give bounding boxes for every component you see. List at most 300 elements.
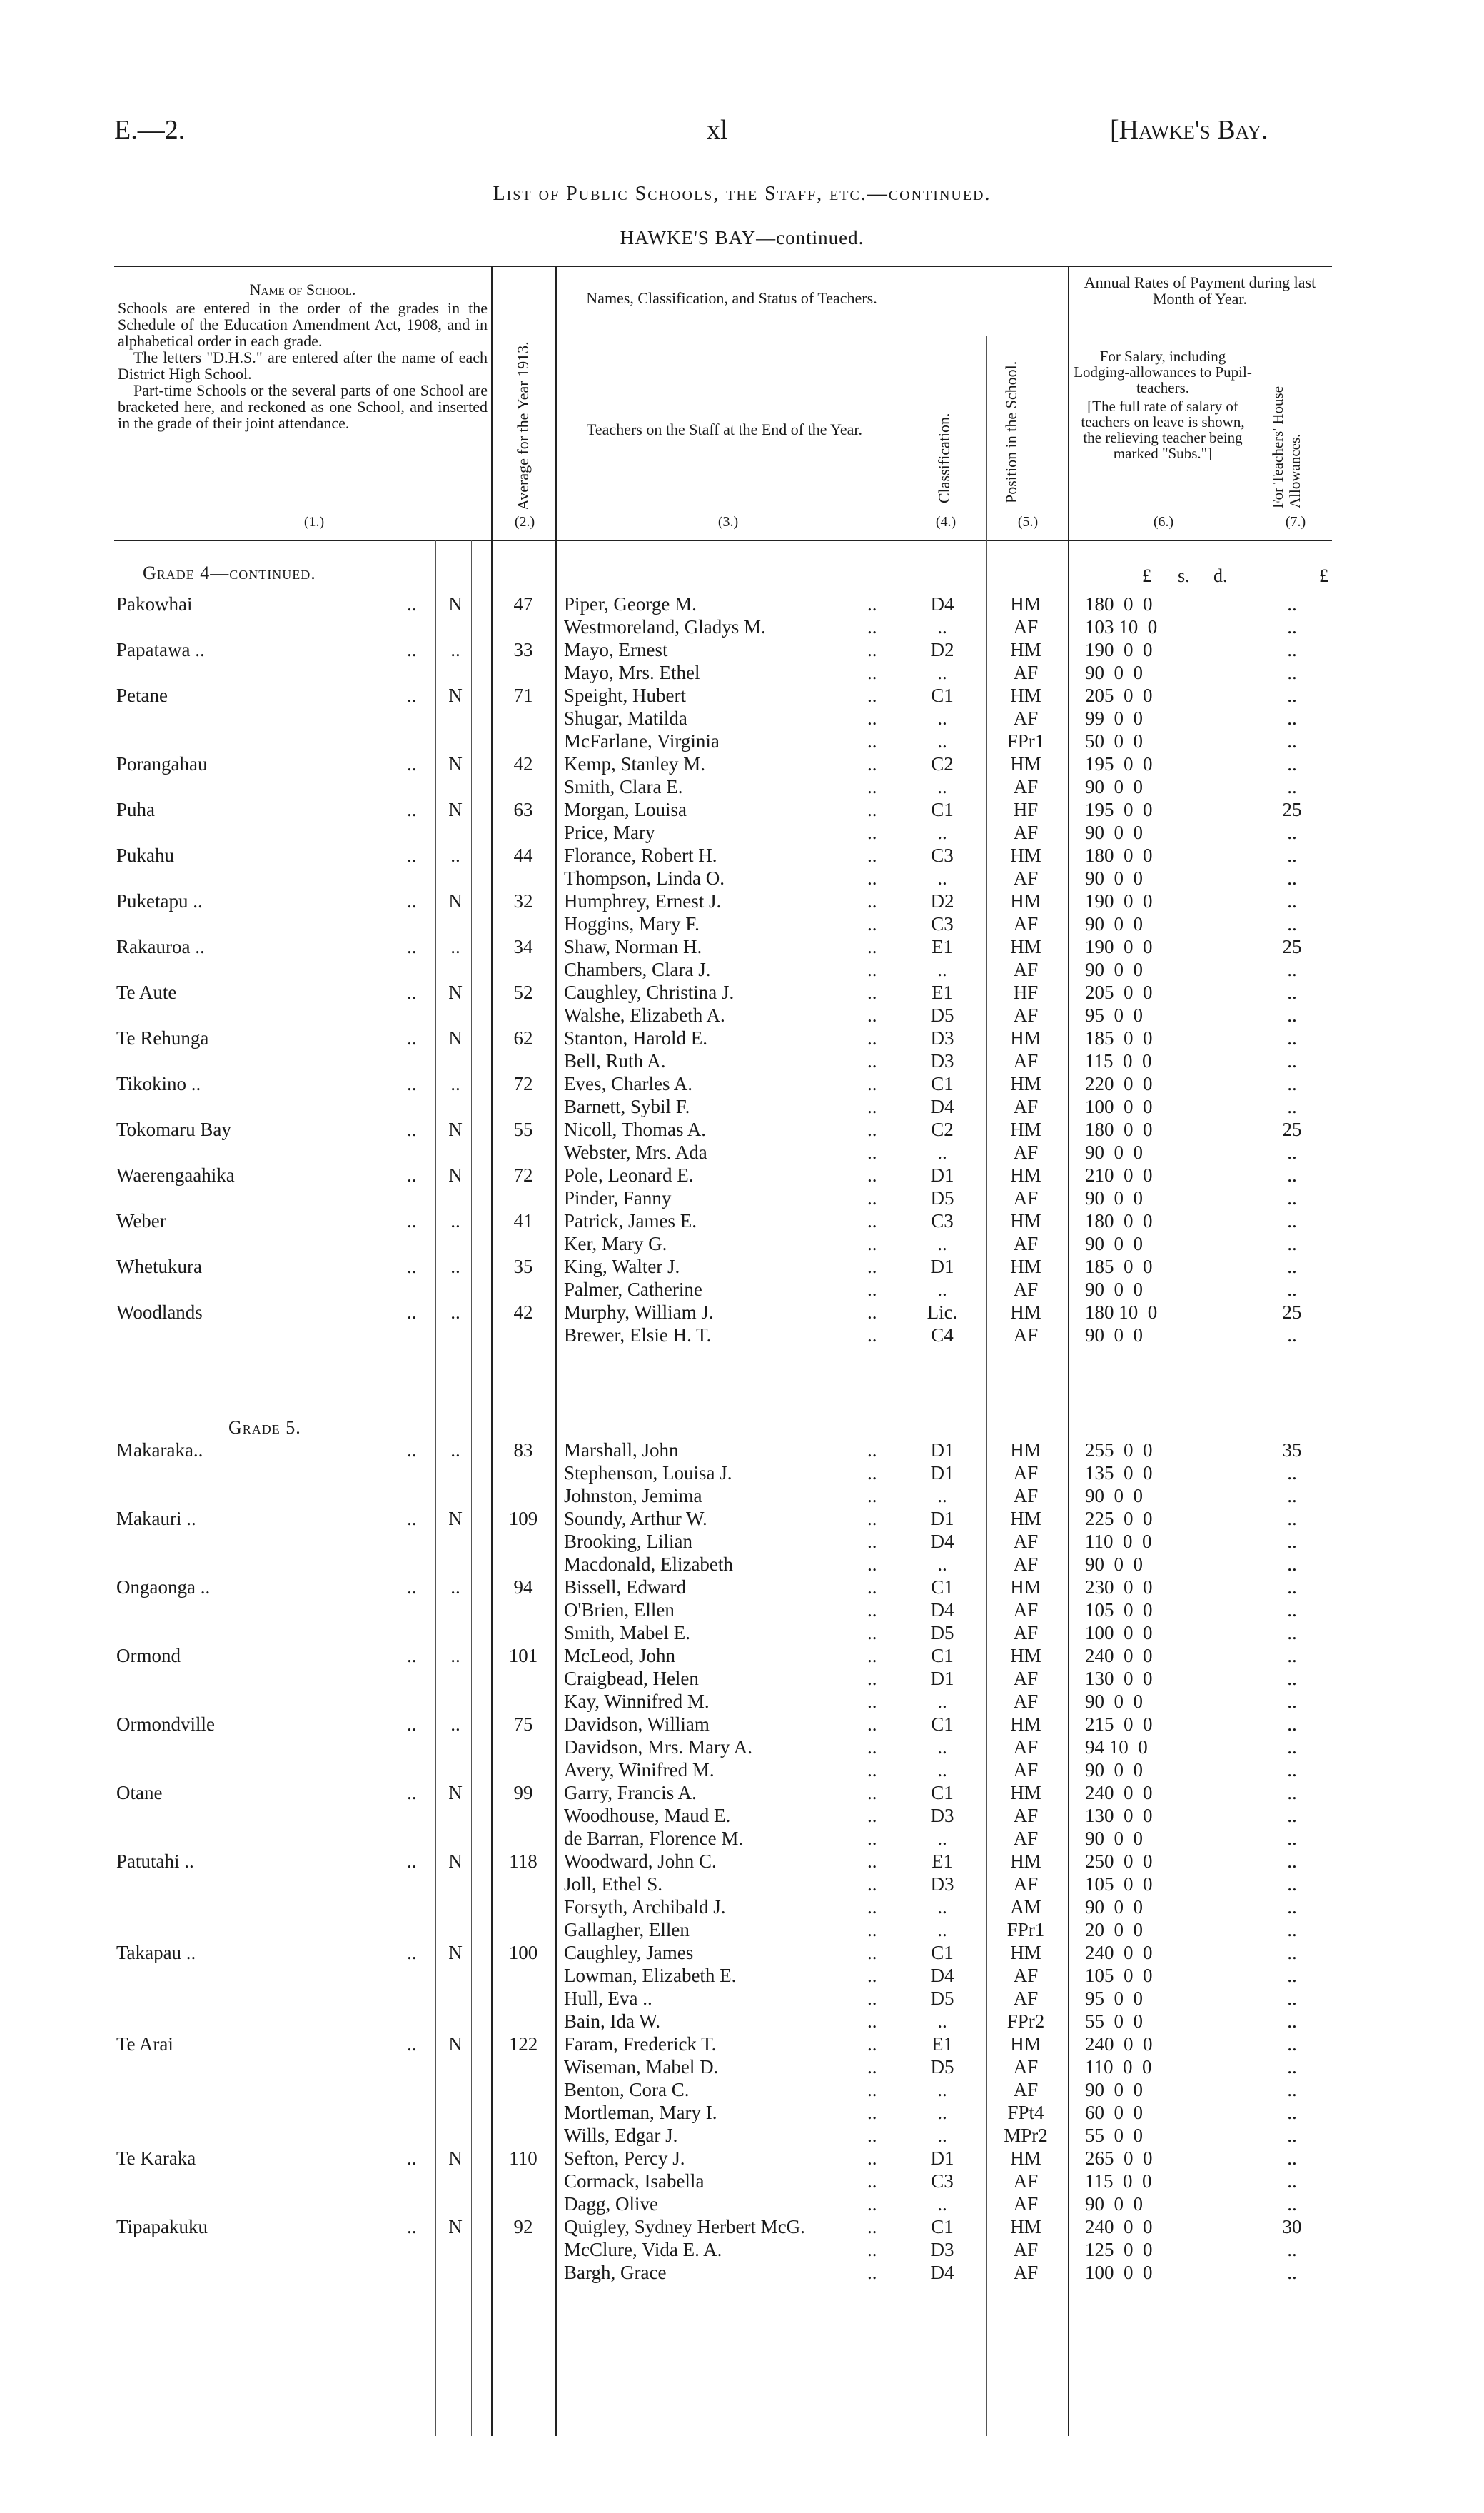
classification: D3 <box>930 1050 954 1072</box>
position: HM <box>1010 936 1041 957</box>
teacher-name: Pinder, Fanny <box>564 1187 672 1209</box>
classification: D5 <box>930 1622 954 1643</box>
average-attendance: 72 <box>513 1164 533 1186</box>
leader-dots: .. <box>867 2170 877 2192</box>
page-number: xl <box>707 115 728 145</box>
teacher-name: Webster, Mrs. Ada <box>564 1142 707 1163</box>
table-row <box>0 935 1484 958</box>
house-allowance: .. <box>1287 1142 1297 1163</box>
colnum-6: (6.) <box>1153 514 1174 530</box>
leader-dots: .. <box>867 1759 877 1781</box>
native-flag: N <box>448 2033 463 2055</box>
position: AF <box>1013 1668 1039 1689</box>
leader-dots: .. <box>867 1713 877 1735</box>
classification: D4 <box>930 1965 954 1986</box>
school-name: Weber <box>116 1210 166 1232</box>
position: HM <box>1010 1645 1041 1666</box>
average-attendance: 62 <box>513 1027 533 1049</box>
leader-dots: .. <box>867 1187 877 1209</box>
school-name: Whetukura <box>116 1256 202 1277</box>
leader-dots: .. <box>867 1210 877 1232</box>
school-name: Ormondville <box>116 1713 215 1735</box>
classification: .. <box>937 662 947 683</box>
classification: .. <box>937 1233 947 1254</box>
position: AF <box>1013 1873 1039 1895</box>
teacher-name: Chambers, Clara J. <box>564 959 711 980</box>
table-row <box>0 2215 1484 2238</box>
house-allowance: .. <box>1287 730 1297 752</box>
house-allowance: .. <box>1287 1050 1297 1072</box>
native-flag: N <box>448 1782 463 1803</box>
house-allowance: .. <box>1287 867 1297 889</box>
teacher-name: Craigbead, Helen <box>564 1668 699 1689</box>
page-ref: E.—2. <box>114 115 186 145</box>
leader-dots: .. <box>407 1850 417 1872</box>
teacher-name: McClure, Vida E. A. <box>564 2239 722 2260</box>
table-row <box>0 661 1484 684</box>
table-row <box>0 1621 1484 1644</box>
classification: E1 <box>932 936 953 957</box>
native-flag: .. <box>450 1645 460 1666</box>
native-flag: N <box>448 1119 463 1140</box>
school-name: Otane <box>116 1782 163 1803</box>
table-row <box>0 821 1484 844</box>
house-allowance: .. <box>1287 1256 1297 1277</box>
leader-dots: .. <box>867 1324 877 1346</box>
leader-dots: .. <box>867 1050 877 1072</box>
position: HM <box>1010 1508 1041 1529</box>
salary: 210 0 0 <box>1085 1164 1153 1186</box>
leader-dots: .. <box>407 1713 417 1735</box>
salary: 135 0 0 <box>1085 1462 1153 1484</box>
table-row <box>0 1118 1484 1141</box>
average-attendance: 101 <box>508 1645 538 1666</box>
salary: 90 0 0 <box>1085 822 1143 843</box>
teacher-name: Lowman, Elizabeth E. <box>564 1965 737 1986</box>
leader-dots: .. <box>407 685 417 706</box>
salary: 90 0 0 <box>1085 1142 1143 1163</box>
position: AF <box>1013 1965 1039 1986</box>
leader-dots: .. <box>867 913 877 935</box>
position: AF <box>1013 2239 1039 2260</box>
colnum-2: (2.) <box>514 514 535 530</box>
position: AF <box>1013 1691 1039 1712</box>
position: AF <box>1013 1096 1039 1117</box>
table-row <box>0 1095 1484 1118</box>
table-row <box>0 844 1484 867</box>
native-flag: .. <box>450 936 460 957</box>
colnum-5: (5.) <box>1017 514 1039 530</box>
teacher-name: Mayo, Mrs. Ethel <box>564 662 700 683</box>
classification: .. <box>937 2010 947 2032</box>
house-allowance: .. <box>1287 1462 1297 1484</box>
position: HF <box>1013 799 1039 820</box>
salary: 180 0 0 <box>1085 593 1153 615</box>
salary: 225 0 0 <box>1085 1508 1153 1529</box>
currency-pence: d. <box>1213 565 1228 586</box>
teacher-name: Stephenson, Louisa J. <box>564 1462 732 1484</box>
salary: 180 0 0 <box>1085 1119 1153 1140</box>
teacher-name: Bain, Ida W. <box>564 2010 660 2032</box>
classification: .. <box>937 1736 947 1758</box>
classification: .. <box>937 2079 947 2100</box>
classification: C1 <box>931 685 954 706</box>
col1-note-1: Schools are entered in the order of the grades in the Schedule of the Education Amendment Act, 1908, and in alphabetical order in each grade. <box>118 299 488 350</box>
leader-dots: .. <box>407 982 417 1003</box>
native-flag: N <box>448 593 463 615</box>
salary: 180 10 0 <box>1085 1301 1158 1323</box>
house-allowance: .. <box>1287 1668 1297 1689</box>
teacher-name: Piper, George M. <box>564 593 697 615</box>
position: HM <box>1010 1850 1041 1872</box>
teacher-name: Soundy, Arthur W. <box>564 1508 707 1529</box>
leader-dots: .. <box>867 1988 877 2009</box>
classification: D3 <box>930 1027 954 1049</box>
school-name: Tipapakuku <box>116 2216 208 2237</box>
table-row <box>0 2010 1484 2033</box>
school-name: Makaraka.. <box>116 1439 203 1461</box>
teacher-name: Forsyth, Archibald J. <box>564 1896 726 1918</box>
leader-dots: .. <box>867 2056 877 2078</box>
table-row <box>0 1964 1484 1987</box>
native-flag: .. <box>450 1256 460 1277</box>
leader-dots: .. <box>867 2102 877 2123</box>
house-allowance: .. <box>1287 1805 1297 1826</box>
col1-note-3: Part-time Schools or the several parts of one School are bracketed here, and reckoned as one School, and inserted in the grade of their joint attendance. <box>118 381 488 432</box>
house-allowance: .. <box>1287 753 1297 775</box>
salary: 20 0 0 <box>1085 1919 1143 1940</box>
classification: D5 <box>930 1988 954 2009</box>
salary: 190 0 0 <box>1085 936 1153 957</box>
classification: C2 <box>931 1119 954 1140</box>
classification: D1 <box>930 1439 954 1461</box>
salary: 90 0 0 <box>1085 662 1143 683</box>
leader-dots: .. <box>867 593 877 615</box>
position: AF <box>1013 1050 1039 1072</box>
position: AF <box>1013 1142 1039 1163</box>
classification: .. <box>937 1485 947 1506</box>
teacher-name: Palmer, Catherine <box>564 1279 702 1300</box>
teacher-name: Mayo, Ernest <box>564 639 668 660</box>
salary: 195 0 0 <box>1085 799 1153 820</box>
position: HM <box>1010 1256 1041 1277</box>
average-attendance: 122 <box>508 2033 538 2055</box>
house-allowance: .. <box>1287 2056 1297 2078</box>
leader-dots: .. <box>407 1210 417 1232</box>
leader-dots: .. <box>867 1142 877 1163</box>
leader-dots: .. <box>407 799 417 820</box>
colnum-4: (4.) <box>935 514 956 530</box>
salary: 180 0 0 <box>1085 845 1153 866</box>
leader-dots: .. <box>867 1301 877 1323</box>
house-allowance: .. <box>1287 845 1297 866</box>
school-name: Pakowhai <box>116 593 193 615</box>
table-row <box>0 1553 1484 1576</box>
table-row <box>0 798 1484 821</box>
salary: 130 0 0 <box>1085 1668 1153 1689</box>
classification: D5 <box>930 2056 954 2078</box>
teacher-name: Wills, Edgar J. <box>564 2125 678 2146</box>
classification: .. <box>937 776 947 797</box>
average-attendance: 99 <box>513 1782 533 1803</box>
classification: D1 <box>930 1668 954 1689</box>
salary: 265 0 0 <box>1085 2147 1153 2169</box>
leader-dots: .. <box>407 1073 417 1094</box>
house-allowance: .. <box>1287 1027 1297 1049</box>
col1-note <box>118 300 488 431</box>
salary: 90 0 0 <box>1085 1691 1143 1712</box>
leader-dots: .. <box>867 890 877 912</box>
leader-dots: .. <box>867 2079 877 2100</box>
col6-title: For Salary, including Lodging-allowances to Pupil-teachers. <box>1074 348 1252 396</box>
classification: D5 <box>930 1187 954 1209</box>
house-allowance: 35 <box>1282 1439 1302 1461</box>
table-row <box>0 2261 1484 2284</box>
native-flag: .. <box>450 1301 460 1323</box>
teacher-name: Joll, Ethel S. <box>564 1873 663 1895</box>
position: HM <box>1010 593 1041 615</box>
school-name: Te Aute <box>116 982 177 1003</box>
school-name: Petane <box>116 685 168 706</box>
leader-dots: .. <box>867 1279 877 1300</box>
position: HM <box>1010 1713 1041 1735</box>
average-attendance: 75 <box>513 1713 533 1735</box>
classification: C1 <box>931 1645 954 1666</box>
teacher-name: Smith, Mabel E. <box>564 1622 690 1643</box>
native-flag: N <box>448 1027 463 1049</box>
salary: 195 0 0 <box>1085 753 1153 775</box>
salary: 55 0 0 <box>1085 2125 1143 2146</box>
school-name: Woodlands <box>116 1301 203 1323</box>
house-allowance: .. <box>1287 1873 1297 1895</box>
teacher-name: Johnston, Jemima <box>564 1485 702 1506</box>
house-allowance: .. <box>1287 776 1297 797</box>
table-row <box>0 1941 1484 1964</box>
teacher-name: Westmoreland, Gladys M. <box>564 616 766 638</box>
leader-dots: .. <box>867 1645 877 1666</box>
house-allowance: .. <box>1287 1164 1297 1186</box>
salary: 240 0 0 <box>1085 1942 1153 1963</box>
native-flag: N <box>448 1850 463 1872</box>
teacher-name: Bargh, Grace <box>564 2262 667 2283</box>
position: HM <box>1010 2147 1041 2169</box>
classification: D1 <box>930 1462 954 1484</box>
leader-dots: .. <box>867 982 877 1003</box>
classification: D3 <box>930 1873 954 1895</box>
teacher-name: Brewer, Elsie H. T. <box>564 1324 712 1346</box>
table-row <box>0 730 1484 752</box>
position: FPr1 <box>1006 1919 1045 1940</box>
school-name: Puketapu .. <box>116 890 203 912</box>
classification: C3 <box>931 2170 954 2192</box>
teacher-name: Thompson, Linda O. <box>564 867 725 889</box>
house-allowance: .. <box>1287 913 1297 935</box>
house-allowance: .. <box>1287 2147 1297 2169</box>
house-allowance: .. <box>1287 1553 1297 1575</box>
average-attendance: 100 <box>508 1942 538 1963</box>
average-attendance: 35 <box>513 1256 533 1277</box>
table-row <box>0 1873 1484 1895</box>
house-allowance: 25 <box>1282 1301 1302 1323</box>
classification: .. <box>937 1759 947 1781</box>
table-row <box>0 1987 1484 2010</box>
leader-dots: .. <box>867 1965 877 1986</box>
salary: 50 0 0 <box>1085 730 1143 752</box>
house-allowance: .. <box>1287 1508 1297 1529</box>
table-row <box>0 1141 1484 1164</box>
house-allowance: .. <box>1287 1759 1297 1781</box>
position: AF <box>1013 2079 1039 2100</box>
table-row <box>0 1301 1484 1324</box>
table-row <box>0 1484 1484 1507</box>
teacher-name: O'Brien, Ellen <box>564 1599 675 1621</box>
classification: D4 <box>930 1096 954 1117</box>
average-attendance: 47 <box>513 593 533 615</box>
leader-dots: .. <box>867 799 877 820</box>
grade-4-text: Grade 4—continued. <box>143 563 316 583</box>
house-allowance: .. <box>1287 1736 1297 1758</box>
teacher-name: Sefton, Percy J. <box>564 2147 685 2169</box>
salary: 220 0 0 <box>1085 1073 1153 1094</box>
teacher-name: Shugar, Matilda <box>564 707 687 729</box>
leader-dots: .. <box>867 1164 877 1186</box>
native-flag: .. <box>450 1073 460 1094</box>
classification: C3 <box>931 1210 954 1232</box>
group3-header: Names, Classification, and Status of Teachers. <box>586 289 877 307</box>
school-name: Te Rehunga <box>116 1027 209 1049</box>
leader-dots: .. <box>867 867 877 889</box>
house-allowance: .. <box>1287 1896 1297 1918</box>
teacher-name: Patrick, James E. <box>564 1210 697 1232</box>
leader-dots: .. <box>867 1233 877 1254</box>
leader-dots: .. <box>867 1439 877 1461</box>
classification: .. <box>937 730 947 752</box>
table-row <box>0 1576 1484 1598</box>
teacher-name: King, Walter J. <box>564 1256 680 1277</box>
house-allowance: .. <box>1287 1942 1297 1963</box>
position: HM <box>1010 1027 1041 1049</box>
average-attendance: 63 <box>513 799 533 820</box>
leader-dots: .. <box>867 1873 877 1895</box>
classification: C4 <box>931 1324 954 1346</box>
teacher-name: Macdonald, Elizabeth <box>564 1553 733 1575</box>
table-row <box>0 1072 1484 1095</box>
salary: 240 0 0 <box>1085 1782 1153 1803</box>
table-row <box>0 912 1484 935</box>
teacher-name: Speight, Hubert <box>564 685 686 706</box>
classification: D4 <box>930 1531 954 1552</box>
house-allowance: .. <box>1287 1279 1297 1300</box>
table-row <box>0 638 1484 661</box>
table-row <box>0 1255 1484 1278</box>
position: AF <box>1013 1531 1039 1552</box>
average-attendance: 55 <box>513 1119 533 1140</box>
teacher-name: Woodhouse, Maud E. <box>564 1805 731 1826</box>
house-allowance: .. <box>1287 2125 1297 2146</box>
house-allowance: .. <box>1287 1233 1297 1254</box>
classification: E1 <box>932 2033 953 2055</box>
position: AF <box>1013 1233 1039 1254</box>
salary: 100 0 0 <box>1085 1622 1153 1643</box>
teacher-name: McLeod, John <box>564 1645 675 1666</box>
position: FPt4 <box>1007 2102 1044 2123</box>
position: HM <box>1010 1439 1041 1461</box>
teacher-name: Davidson, Mrs. Mary A. <box>564 1736 752 1758</box>
house-allowance: .. <box>1287 1004 1297 1026</box>
position: AF <box>1013 1759 1039 1781</box>
col1-header <box>118 281 488 298</box>
classification: D3 <box>930 2239 954 2260</box>
teacher-name: McFarlane, Virginia <box>564 730 720 752</box>
position: AF <box>1013 1324 1039 1346</box>
average-attendance: 42 <box>513 1301 533 1323</box>
page-subtitle: HAWKE'S BAY—continued. <box>620 227 864 248</box>
school-name: Papatawa .. <box>116 639 205 660</box>
position: AF <box>1013 707 1039 729</box>
teacher-name: Pole, Leonard E. <box>564 1164 694 1186</box>
teacher-name: Walshe, Elizabeth A. <box>564 1004 725 1026</box>
teacher-name: Davidson, William <box>564 1713 710 1735</box>
leader-dots: .. <box>407 1027 417 1049</box>
currency-shillings: s. <box>1178 565 1190 586</box>
school-name: Makauri .. <box>116 1508 196 1529</box>
table-row <box>0 1850 1484 1873</box>
native-flag: N <box>448 2216 463 2237</box>
house-allowance: .. <box>1287 959 1297 980</box>
house-allowance: .. <box>1287 1210 1297 1232</box>
table-row <box>0 1027 1484 1049</box>
salary: 180 0 0 <box>1085 1210 1153 1232</box>
house-allowance: .. <box>1287 1622 1297 1643</box>
grade-5-text: Grade 5. <box>228 1417 301 1438</box>
salary: 94 10 0 <box>1085 1736 1148 1758</box>
school-name: Patutahi .. <box>116 1850 194 1872</box>
position: AF <box>1013 1805 1039 1826</box>
leader-dots: .. <box>867 776 877 797</box>
teacher-name: Garry, Francis A. <box>564 1782 697 1803</box>
position: AF <box>1013 776 1039 797</box>
page-title: List of Public Schools, the Staff, etc.—continued. <box>493 183 991 205</box>
table-row <box>0 2055 1484 2078</box>
table-row <box>0 684 1484 707</box>
leader-dots: .. <box>867 1599 877 1621</box>
classification: D5 <box>930 1004 954 1026</box>
teacher-name: Eves, Charles A. <box>564 1073 692 1094</box>
school-name: Ormond <box>116 1645 181 1666</box>
leader-dots: .. <box>867 1256 877 1277</box>
leader-dots: .. <box>407 1439 417 1461</box>
salary: 240 0 0 <box>1085 2216 1153 2237</box>
native-flag: N <box>448 2147 463 2169</box>
salary: 90 0 0 <box>1085 959 1143 980</box>
salary: 90 0 0 <box>1085 2193 1143 2215</box>
classification: .. <box>937 616 947 638</box>
position: HM <box>1010 1210 1041 1232</box>
native-flag: .. <box>450 1439 460 1461</box>
teacher-name: Faram, Frederick T. <box>564 2033 717 2055</box>
leader-dots: .. <box>867 753 877 775</box>
position: HM <box>1010 2216 1041 2237</box>
leader-dots: .. <box>867 822 877 843</box>
table-row <box>0 2101 1484 2124</box>
table-row <box>0 1530 1484 1553</box>
teacher-name: Kemp, Stanley M. <box>564 753 705 775</box>
leader-dots: .. <box>407 1508 417 1529</box>
table-row <box>0 1278 1484 1301</box>
classification: .. <box>937 959 947 980</box>
leader-dots: .. <box>867 662 877 683</box>
leader-dots: .. <box>867 2010 877 2032</box>
